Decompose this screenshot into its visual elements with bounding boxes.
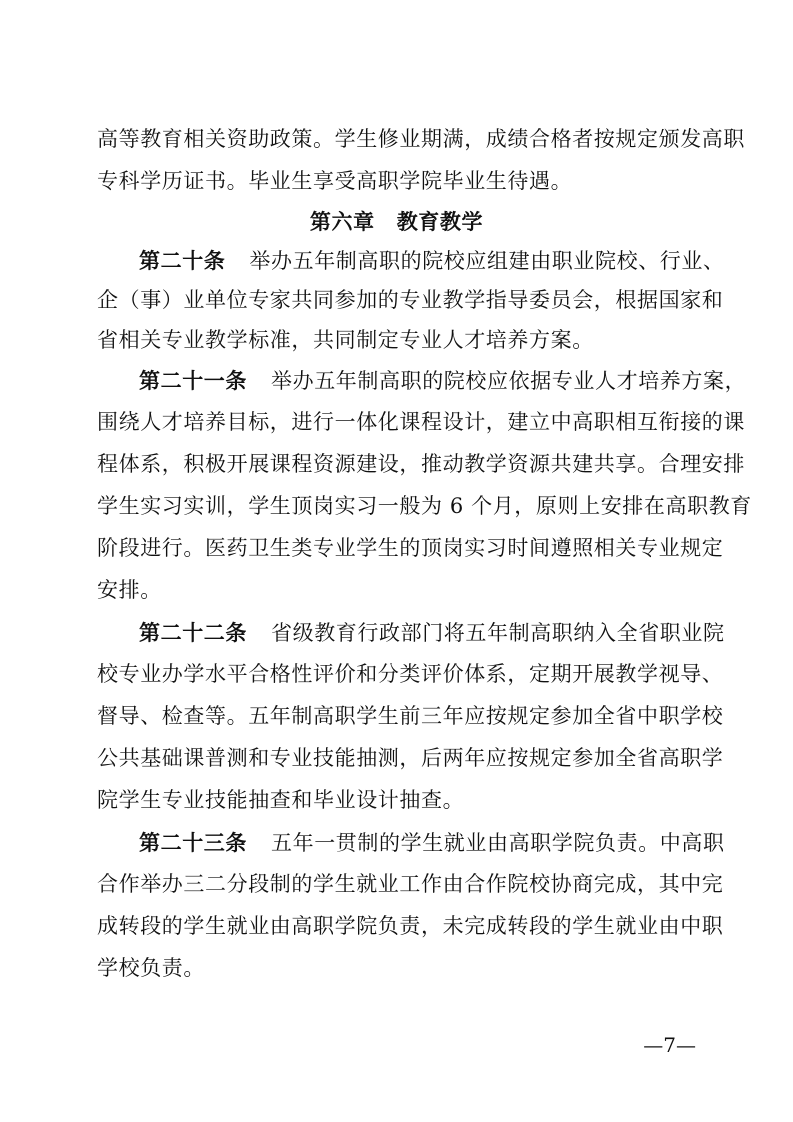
intro-line-2: 专科学历证书。毕业生享受高职学院毕业生待遇。 — [97, 169, 573, 193]
article-21-line-3: 程体系，积极开展课程资源建设，推动教学资源共建共享。合理安排 — [97, 452, 745, 476]
article-21-line-6: 安排。 — [97, 578, 162, 602]
intro-line-1: 高等教育相关资助政策。学生修业期满，成绩合格者按规定颁发高职 — [97, 127, 745, 151]
article-22-line-5: 院学生专业技能抽查和毕业设计抽查。 — [97, 788, 465, 812]
article-23-line-2: 合作举办三二分段制的学生就业工作由合作院校协商完成，其中完 — [97, 872, 724, 896]
article-22-line-4: 公共基础课普测和专业技能抽测，后两年应按规定参加全省高职学 — [97, 746, 724, 770]
article-20-line-2: 企（事）业单位专家共同参加的专业教学指导委员会，根据国家和 — [97, 288, 724, 312]
article-22-label: 第二十二条 — [139, 620, 247, 645]
article-23-label: 第二十三条 — [139, 830, 247, 855]
article-20-label: 第二十条 — [139, 248, 226, 273]
article-23-line-1 — [139, 829, 739, 857]
article-20-text-1: 举办五年制高职的院校应组建由职业院校、行业、 — [249, 249, 725, 273]
article-21-label: 第二十一条 — [139, 368, 247, 393]
article-23-line-4: 学校负责。 — [97, 956, 205, 980]
chapter-heading — [0, 208, 793, 235]
article-23-line-3: 成转段的学生就业由高职学院负责，未完成转段的学生就业由中职 — [97, 914, 724, 938]
article-22-line-1 — [139, 619, 739, 647]
chapter-title: 教育教学 — [396, 209, 484, 234]
article-21-line-5: 阶段进行。医药卫生类专业学生的顶岗实习时间遵照相关专业规定 — [97, 536, 724, 560]
article-22-line-2: 校专业办学水平合格性评价和分类评价体系，定期开展教学视导、 — [97, 662, 724, 686]
article-22-text-1: 省级教育行政部门将五年制高职纳入全省职业院 — [271, 621, 725, 645]
article-22-line-3: 督导、检查等。五年制高职学生前三年应按规定参加全省中职学校 — [97, 704, 724, 728]
chapter-number: 第六章 — [309, 209, 375, 234]
article-21-line-1 — [139, 367, 747, 395]
article-21-line-4: 学生实习实训，学生顶岗实习一般为 6 个月，原则上安排在高职教育 — [97, 494, 752, 518]
page-number: —7— — [643, 1033, 696, 1057]
article-20-line-3: 省相关专业教学标准，共同制定专业人才培养方案。 — [97, 328, 594, 352]
article-21-line-2: 围绕人才培养目标，进行一体化课程设计，建立中高职相互衔接的课 — [97, 410, 745, 434]
article-23-text-1: 五年一贯制的学生就业由高职学院负责。中高职 — [271, 831, 725, 855]
article-21-text-1: 举办五年制高职的院校应依据专业人才培养方案， — [271, 369, 747, 393]
article-20-line-1 — [139, 247, 739, 275]
